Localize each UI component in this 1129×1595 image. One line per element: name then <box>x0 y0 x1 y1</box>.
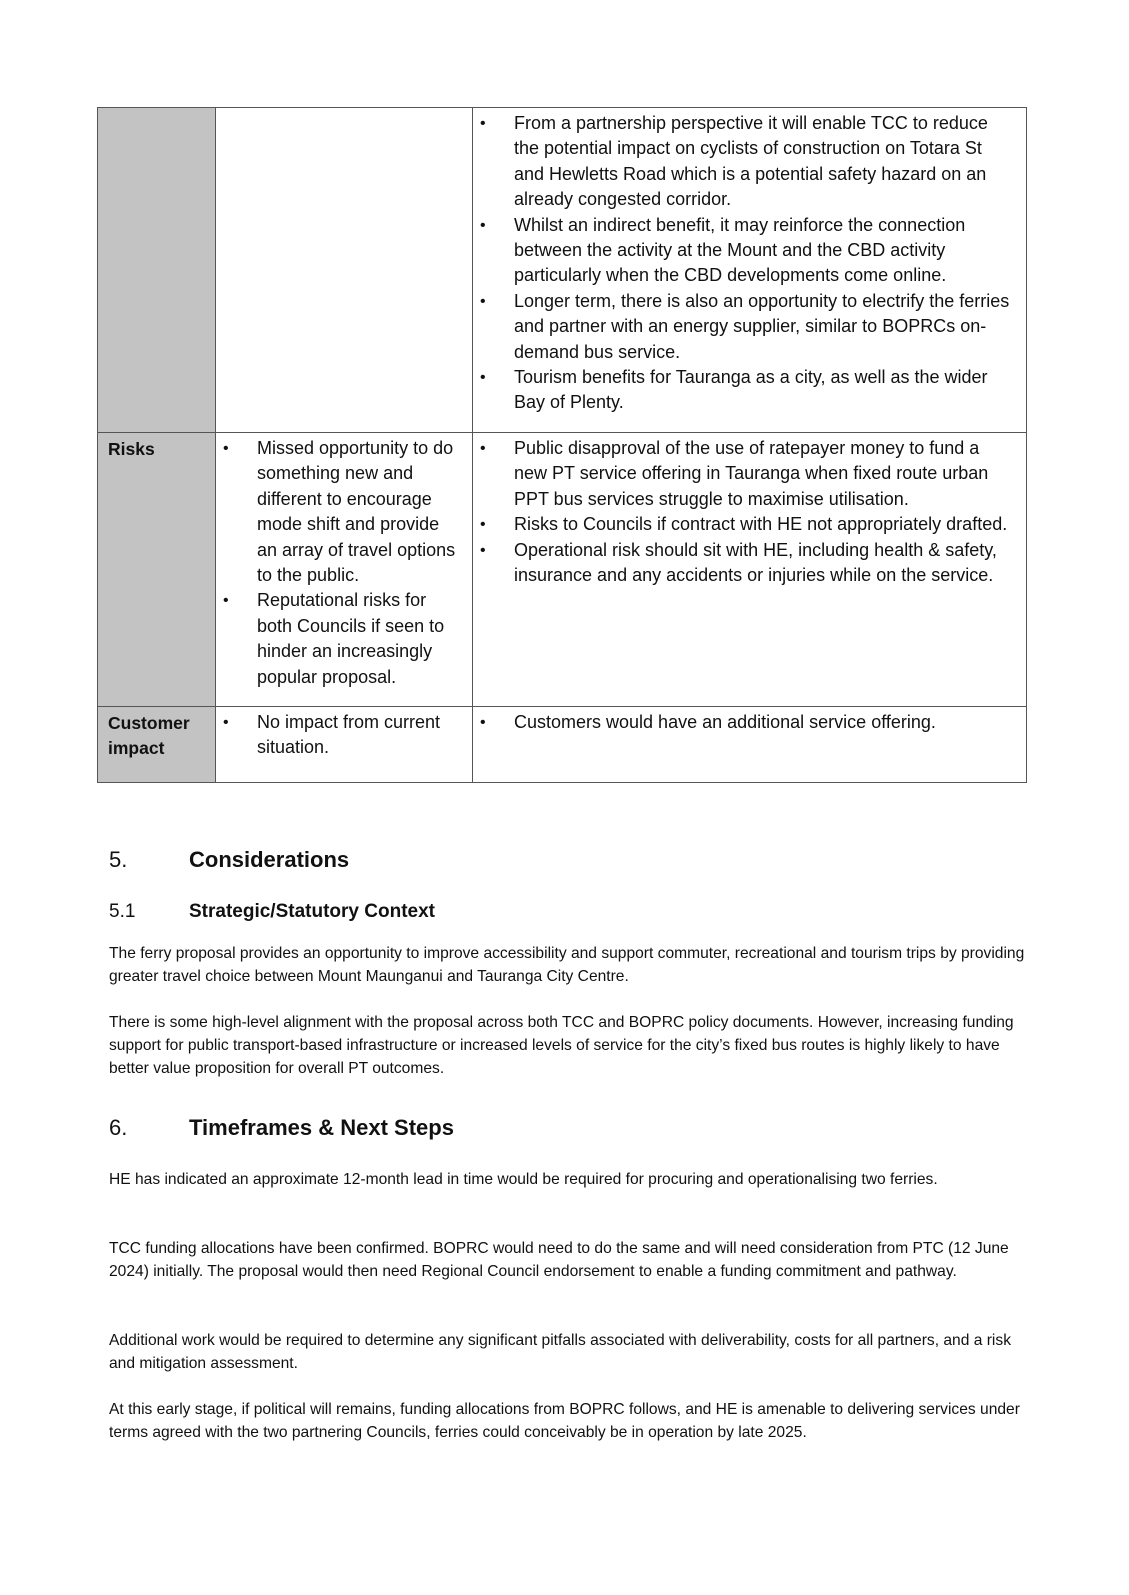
status-quo-cell <box>216 706 473 782</box>
table-row <box>98 706 1027 782</box>
row-label-risks: Risks <box>98 432 216 706</box>
section-number: 6. <box>109 1115 128 1140</box>
list-item: • Whilst an indirect benefit, it may reinforce the connection between the activity at the Mount and the CBD activity particularly when the CBD developments come online. <box>480 214 966 286</box>
subsection-title: Strategic/Statutory Context <box>189 901 435 922</box>
paragraph: At this early stage, if political will remains, funding allocations from BOPRC follows, and HE is amenable to delivering services under terms agreed with the two partnering Councils, ferries could conceivably be in operation by late 2025. <box>109 1401 1020 1442</box>
list-item: • Tourism benefits for Tauranga as a city, as well as the wider Bay of Plenty. <box>480 367 988 413</box>
paragraph: HE has indicated an approximate 12-month lead in time would be required for procuring and operationalising two ferries. <box>109 1171 938 1188</box>
status-quo-cell <box>216 432 473 706</box>
list-item: • Risks to Councils if contract with HE not appropriately drafted. <box>473 512 1016 537</box>
paragraph: The ferry proposal provides an opportunity to improve accessibility and support commuter, recreational and tourism trips by providing greater travel choice between Mount Maunganui and Tauranga City Centre. <box>109 945 1025 986</box>
bullet-icon: • <box>480 516 486 534</box>
bullet-icon: • <box>480 369 486 387</box>
table-row <box>98 432 1027 706</box>
list-item: • Public disapproval of the use of ratepayer money to fund a new PT service offering in Tauranga when fixed route urban PPT bus services struggle to maximise utilisation. <box>480 437 989 509</box>
section-title: Considerations <box>189 847 350 872</box>
bullet-icon: • <box>480 439 486 457</box>
paragraph: There is some high-level alignment with the proposal across both TCC and BOPRC policy documents. However, increasing funding support for public transport-based infrastructure or increased levels of service for the city’s fixed bus routes is highly likely to have better value proposition for overall PT outcomes. <box>109 1014 1014 1078</box>
list-item: • Reputational risks for both Councils if seen to hinder an increasingly popular proposal. <box>223 590 445 687</box>
table-row <box>98 108 1027 433</box>
proposal-cell <box>473 706 1027 782</box>
list-item: • Longer term, there is also an opportunity to electrify the ferries and partner with an energy supplier, similar to BOPRCs on-demand bus service. <box>480 290 1010 362</box>
paragraph: Additional work would be required to determine any significant pitfalls associated with deliverability, costs for all partners, and a risk and mitigation assessment. <box>109 1332 1011 1373</box>
row-label-customer-impact: Customer impact <box>98 706 216 782</box>
subsection-number: 5.1 <box>109 901 136 922</box>
bullet-icon: • <box>480 713 486 731</box>
list-item: • Missed opportunity to do something new and different to encourage mode shift and provide an array of travel options to the public. <box>223 437 456 585</box>
bullet-icon: • <box>480 292 486 310</box>
paragraph: TCC funding allocations have been confirmed. BOPRC would need to do the same and will need consideration from PTC (12 June 2024) initially. The proposal would then need Regional Council endorsement to enable a funding commitment and pathway. <box>109 1240 1009 1281</box>
bullet-icon: • <box>480 216 486 234</box>
list-item: • No impact from current situation. <box>223 711 441 758</box>
bullet-icon: • <box>480 115 486 132</box>
section-number: 5. <box>109 847 128 872</box>
bullet-icon: • <box>223 713 229 731</box>
list-item: • Customers would have an additional service offering. <box>473 710 1016 735</box>
list-item: • From a partnership perspective it will enable TCC to reduce the potential impact on cyclists of construction on Totara St and Hewletts Road which is a potential safety hazard on an already congested corridor. <box>480 113 988 210</box>
proposal-cell <box>473 108 1027 433</box>
options-table <box>97 107 1027 783</box>
bullet-icon: • <box>223 439 229 457</box>
row-label <box>98 108 216 433</box>
section-title: Timeframes & Next Steps <box>189 1115 454 1140</box>
list-item: • Operational risk should sit with HE, including health & safety, insurance and any accidents or injuries while on the service. <box>480 539 997 585</box>
status-quo-cell <box>216 108 473 433</box>
bullet-icon: • <box>223 592 229 610</box>
proposal-cell <box>473 432 1027 706</box>
bullet-icon: • <box>480 541 486 559</box>
